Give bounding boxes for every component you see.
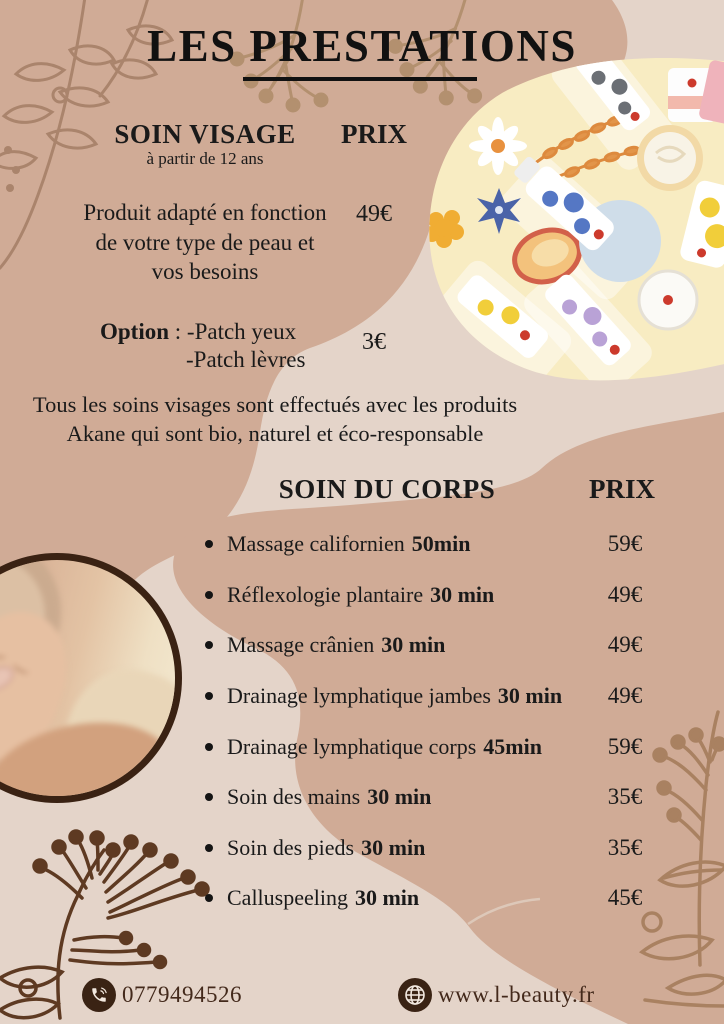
treatment-photo [0,553,182,803]
bullet-icon [205,540,213,548]
face-option-line1 [100,318,305,346]
globe-icon [398,978,432,1012]
service-duration: 30 min [354,885,420,911]
service-price: 49€ [607,632,643,658]
face-product-description: Produit adapté en fonction de votre type de peau et vos besoins [83,200,327,284]
service-price: 45€ [607,885,643,911]
service-price: 59€ [607,531,643,557]
body-price-column-header: PRIX [589,474,655,504]
service-duration: 50min [411,531,471,557]
service-price: 49€ [607,683,643,709]
round-jar-icon [639,271,697,329]
page-title: LES PRESTATIONS [147,21,577,71]
products-photo [420,58,724,388]
bullet-icon [205,793,213,801]
service-name: Soin des mains [227,784,361,810]
service-duration: 30 min [381,632,446,658]
bullet-icon [205,844,213,852]
service-name: Calluspeeling [227,885,348,911]
bullet-icon [205,743,213,751]
face-option-label: Option [100,319,170,344]
service-name: Massage crânien [227,632,375,658]
service-name: Massage californien [227,531,405,557]
body-section-heading: SOIN DU CORPS [278,474,496,504]
face-option-block [100,318,305,374]
bullet-icon [205,894,213,902]
service-duration: 30 min [430,581,495,607]
cream-jar-icon [637,125,703,191]
service-row [205,823,665,874]
bullet-icon [205,591,213,599]
service-row [205,721,665,772]
service-name: Drainage lymphatique jambes [227,683,491,709]
face-product-price: 49€ [356,201,392,227]
service-duration: 45min [483,733,542,759]
face-option-line2: -Patch lèvres [186,347,306,372]
service-row [205,519,665,570]
face-section-subheading: à partir de 12 ans [146,149,264,168]
service-row [205,570,665,621]
service-price: 59€ [607,733,643,759]
bullet-icon [205,641,213,649]
service-row [205,671,665,722]
service-row [205,873,665,924]
service-row [205,772,665,823]
service-duration: 30 min [367,784,432,810]
face-price-column-header: PRIX [341,119,407,149]
service-price: 49€ [607,581,643,607]
service-row [205,620,665,671]
face-option-price: 3€ [362,329,386,355]
service-duration: 30 min [361,834,426,860]
service-price: 35€ [607,834,643,860]
service-name: Drainage lymphatique corps [227,733,477,759]
title-underline [243,77,477,81]
face-section-heading: SOIN VISAGE [114,119,296,149]
bullet-icon [205,692,213,700]
phone-icon [82,978,116,1012]
body-services-list [205,519,665,924]
website-url: www.l-beauty.fr [438,982,595,1007]
phone-number: 0779494526 [122,982,242,1007]
service-name: Soin des pieds [227,834,355,860]
service-duration: 30 min [497,683,563,709]
service-price: 35€ [607,784,643,810]
treatment-photo-scene [0,553,182,803]
face-section-note: Tous les soins visages sont effectués avec les produits Akane qui sont bio, naturel et éco-responsable [32,392,518,446]
face-option-rest: : -Patch yeux [169,319,297,344]
service-name: Réflexologie plantaire [227,581,424,607]
